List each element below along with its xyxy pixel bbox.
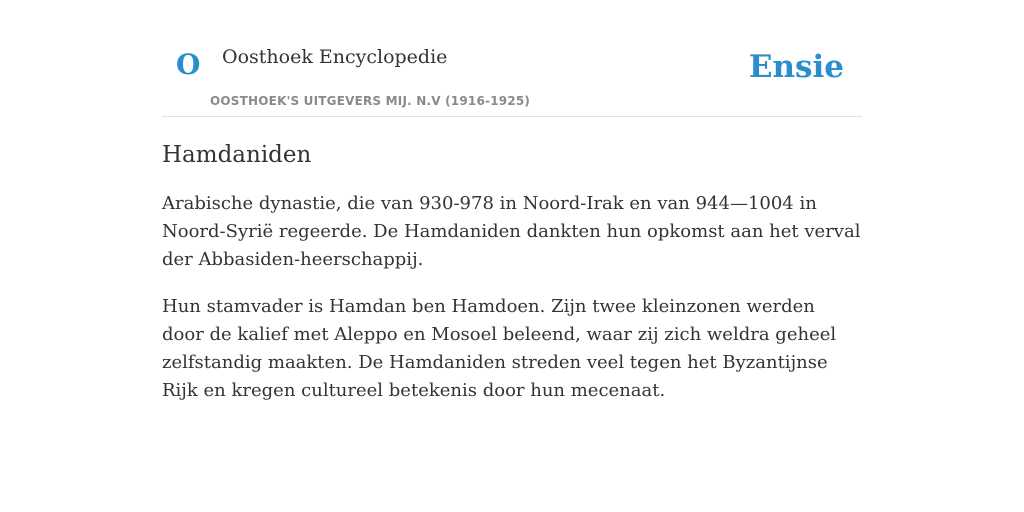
encyclopedia-logo[interactable]: O: [176, 48, 201, 81]
encyclopedia-header: [162, 0, 862, 117]
page-container: [162, 0, 862, 405]
ensie-brand-link[interactable]: Ensie: [748, 49, 844, 85]
article-paragraph: Hun stamvader is Hamdan ben Hamdoen. Zijn twee kleinzonen werden door de kalief met Aleppo en Mosoel beleend, waar zij zich weldra geheel zelfstandig maakten. De Hamdaniden streden veel tegen het Byzantijnse Rijk en kregen cultureel betekenis door hun mecenaat.: [162, 295, 837, 401]
encyclopedia-title[interactable]: Oosthoek Encyclopedie: [222, 46, 448, 68]
article-paragraph: Arabische dynastie, die van 930-978 in Noord-Irak en van 944—1004 in Noord-Syrië regeerde. De Hamdaniden dankten hun opkomst aan het verval der Abbasiden-heerschappij.: [162, 192, 861, 270]
publisher-label: OOSTHOEK'S UITGEVERS MIJ. N.V (1916-1925): [210, 94, 531, 108]
article-title: Hamdaniden: [162, 142, 312, 168]
